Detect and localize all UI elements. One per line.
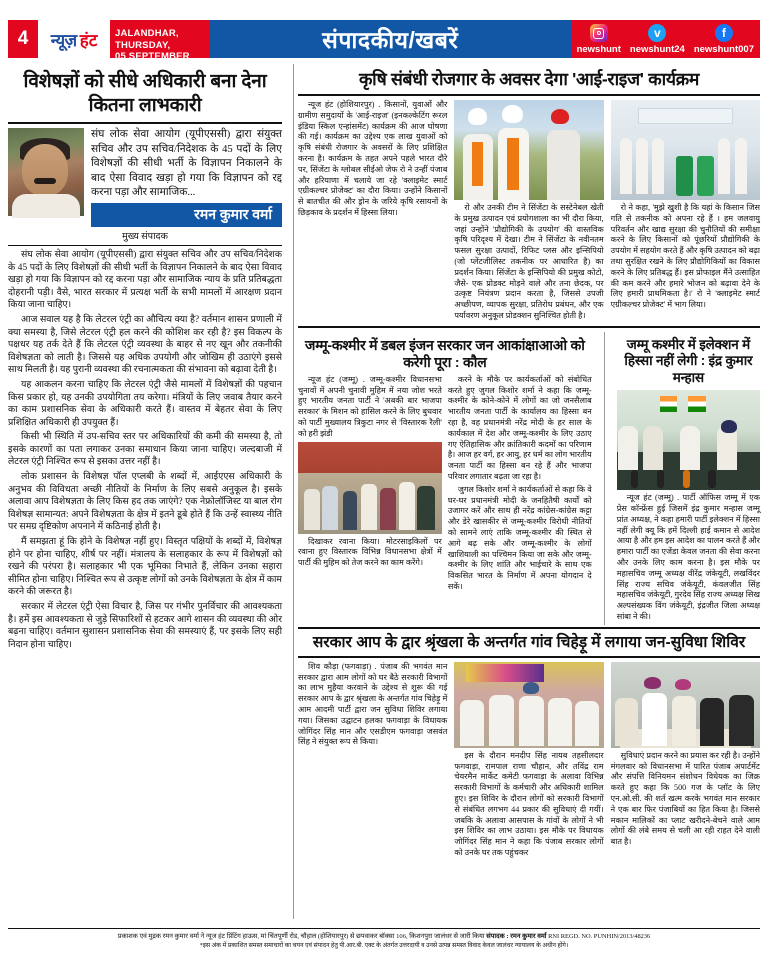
social-facebook[interactable]: [694, 24, 754, 55]
camp-registration-photo: [611, 662, 760, 748]
main-story-col-2: [454, 100, 603, 324]
editor-portrait: [8, 128, 84, 216]
editorial-column: [8, 64, 289, 919]
jk-govt-paragraph: न्यूज हंट (जम्मू) . जम्मू-कश्मीर विधानसभा चुनावों में अपनी चुनावी मुहिम में नया जोश भरते हुए भारतीय जनता पार्टी ने 'अबकी बार भाजपा सरकार' के मिशन को हासिल करने के लिए बुधवार को पार्टी मुख्यालय त्रिकुटा नगर से 'विस्तारक रैली' को हरी झंडी: [298, 374, 442, 438]
masthead: [8, 20, 760, 74]
social-instagram[interactable]: [577, 24, 621, 55]
page-footer: [8, 928, 760, 950]
editorial-author-name: रमन कुमार वर्मा: [194, 206, 272, 223]
editorial-paragraph: किसी भी स्थिति में उप-सचिव स्तर पर अधिकारियों की कमी की समस्या है, तो इसके कारणों का पता लगाकर उनका समाधान किया जाना चाहिए। जल्दबाजी में लेटरल एंट्री निश्चित रूप से इसका उत्तर नहीं है।: [8, 432, 282, 468]
main-story-col-3: [611, 100, 760, 324]
editorial-author-title: मुख्य संपादक: [122, 231, 168, 242]
column-divider: [604, 332, 605, 625]
main-story-col-1: [298, 100, 447, 324]
product-launch-photo: [611, 100, 760, 200]
camp-story-headline: सरकार आप के द्वार श्रृंखला के अन्तर्गत गांव चिहेड़ू में लगाया जन-सुविधा शिविर: [312, 633, 746, 651]
editorial-lead-block: [8, 128, 282, 201]
footer-imprint: [8, 932, 760, 941]
social-links: [571, 20, 760, 58]
bike-rally-photo: [298, 442, 442, 534]
camp-story-col-1: [298, 662, 447, 861]
editorial-paragraph: लोक प्रशासन के विशेषज्ञ पॉल एप्लबी के शब्दों में, आईएएस अधिकारी के अनुभव की विविधता अच्छी नीतियों के निर्माण के लिए सबसे अनुकूल है। इसके अलावा आप विशेषज्ञता के लिए किस हद तक जाएंगे? एक नेफ्रोलॉजिस्ट या बाल रोग विशेषज्ञ सामान्यत: अपने विशेषज्ञता के क्षेत्र में इतने डूबे होते हैं कि उन्हें स्वास्थ्य नीति पर समग्र दृष्टिकोण अपनाने में कठिनाई होती है।: [8, 472, 282, 533]
story-jk-govt: [298, 332, 592, 625]
main-story-headline: कृषि संबंधी रोजगार के अवसर देगा 'आई-राइज' कार्यक्रम: [358, 69, 700, 89]
camp-story-columns: [298, 662, 760, 861]
editorial-paragraph: आज सवाल यह है कि लेटरल एंट्री का औचित्य क्या है? वर्तमान शासन प्रणाली में क्या समस्या है, जिसे लेटरल एंट्री हल करने की कोशिश कर रही है? इस विकल्प के पक्षधर यह तर्क देते हैं कि लेटरल एंट्री व्यवस्था के बाहर से नए खून और तकनीकी विशेषज्ञता को लाती है। जिससे यह अधिक उपयोगी और जोखिम ही उठाएंगे इससे साथ मिलती है। यह पुरानी व्यवस्था की रचनात्मकता की संभावना को बढ़ावा देती है।: [8, 314, 282, 376]
instagram-icon: [590, 24, 608, 42]
page-body: [8, 64, 760, 919]
edition-city-day: JALANDHAR, THURSDAY,: [115, 28, 179, 51]
main-story-paragraph: रो और उनकी टीम ने सिंजेंटा के सस्टेनेबल खेती के प्रमुख उत्पादन एवं प्रयोगशाला का भी दौरा किया, जहां उन्होंने 'प्रौद्योगिकी के उपयोग' की वास्तविक कृषि परिदृश्य में देखा। टीम ने सिंजेंटा के नवीनतम फसल सुरक्षा उत्पादों, रिफिट प्लस और इन्सिपियो (जो प्लेंटजीलिस्ट तकनीक पर आधारित है) का प्रदर्शन किया। सिंजेंटा के इन्सिपियो की प्रमुख कोटो, जैसे- एक प्रोडक्ट मोड़ने वाले और तना छेदक, पर उत्कृष्ट नियंत्रण प्रदान करता है, जिससे उपजी अच्छीपण, व्यापक सुरक्षा, प्रतिरोध प्रबंधन, और एक पर्यावरण अनुकूल प्रोडक्शन सुनिश्चित होती है।: [454, 203, 604, 320]
editorial-paragraph: मैं समझता हूं कि होने के विशेषज्ञ नहीं हुए। विस्तृत पक्षियों के शब्दों में, विशेषज्ञ होने पर होना चाहिए, शीर्ष पर नहीं। मंत्रालय के सलाहकार के रूप में विशेषज्ञों को रखने की परंपरा है। सलाहकार भी एक भूमिका निभाते हैं, लेकिन उनका सहारा सीमित होना चाहिए। निश्चित रूप से उत्कृष्ट लोगों को उनके विशेषज्ञता के क्षेत्र में काम करने की जरूरत है।: [8, 537, 282, 598]
farm-handover-photo: [454, 100, 603, 200]
divider: [298, 326, 760, 328]
news-column: [298, 64, 760, 919]
editorial-headline: विशेषज्ञों को सीधे अधिकारी बना देना कितना लाभकारी: [23, 71, 267, 116]
divider: [8, 245, 282, 246]
divider: [8, 122, 282, 124]
editorial-paragraph: संघ लोक सेवा आयोग (यूपीएससी) द्वारा संयुक्त सचिव और उप सचिव/निदेशक के 45 पदों के लिए विशेषज्ञों की सीधी भर्ती के विज्ञापन निकालने के बाद ऐसा विवाद खड़ा हो गया कि विज्ञापन को रद्द करना पड़ा और सामाजिक न्याय के प्रति प्रतिबद्धता दोहरानी पड़ी। वैसे, भारत सरकार में प्रत्यक्ष भर्ती के सभी मामलों में आरक्षण प्रदान किया जाना चाहिए।: [8, 249, 282, 311]
footer-editor-label: संपादक :: [486, 933, 509, 940]
divider: [298, 94, 760, 96]
camp-story-col-2: [454, 662, 603, 861]
facebook-icon: f: [715, 24, 733, 42]
newspaper-logo: [38, 20, 110, 58]
footer-jurisdiction: *इस अंक में प्रकाशित समस्त समाचारों का चयन एवं संपादन हेतु पी.आर.बी. एक्ट के अंतर्गत उत्तरदायी व उनसे उत्पन्न समस्त विवाद केवल जालंधर न्यायालय के अधीन होंगे।: [199, 942, 569, 949]
footer-rni: RNI REGD. NO. PUNHIN/2013/48236: [548, 933, 651, 940]
camp-certificate-photo: [454, 662, 603, 748]
main-story-paragraph: रो ने कहा, 'मुझे खुशी है कि यहां के किसान जिस गति से तकनीक को अपना रहे हैं । हम जलवायु परिवर्तन और खाद्य सुरक्षा की चुनौतियों की समीक्षा करने के लिए किसानों को पूंछरियों प्रौद्योगिकी के उपयोग में सहयोग करते हैं और कृषि उत्पादन को बढ़ा तथा सुरक्षित रखने के लिए प्रौद्योगिकियों का विकास करने के लिए प्रतिबद्ध हैं। इस प्रोफाइल मैंने उत्साहित की कम करने और हमारे भोजन को बढ़ावा देने के लिए हमारी प्राथमिकता है।' रो ने 'क्लाइमेट स्मार्ट एग्रीकल्चर प्रोजेक्ट' में भाग लिया।: [610, 203, 760, 310]
social-twitter[interactable]: [630, 24, 685, 55]
editorial-paragraph: सरकार में लेटरल एंट्री ऐसा विचार है, जिस पर गंभीर पुनर्विचार की आवश्यकता है। हमें इस आवश्यकता से जुड़े सिफारिशों से हटकर आगे शासन की व्यवस्था की ओर बढ़ना चाहिए। वर्तमान सुशासन प्रशासनिक सेवा की समस्याएं हैं, पर इसके लिए सही निदान होना चाहिए।: [8, 602, 282, 650]
divider: [298, 656, 760, 658]
main-story-paragraph: न्यूज हंट (होशियारपुर) . किसानों, युवाओं और ग्रामीण समुदायों के 'आई-राइज' (इनकल्केटिंग रूरल इंडिया स्किल एन्हांसमेंट) कार्यक्रम की आज घोषणा की गई। कार्यक्रम का उद्देश्य एक लाख युवाओं को कृषि संबंधी रोजगार के अवसरों के लिए प्रशिक्षित करना है। कार्यक्रम के तहत अपने पहले भारत दौरे पर, सिंजेंटा के ग्लोबल सीईओ जेफ रो ने उन्हीं पंजाब और हरियाणा में चलाये जा रहे 'क्लाइमेट स्मार्ट एग्रीकल्चर प्रोजेक्ट' का दौरा किया। उन्होंने किसानों से बातचीत की और ड्रोन के जरिये कृषि रसायनों के छिड़काव के प्रदर्शन में हिस्सा लिया।: [298, 100, 448, 217]
main-story-columns: [298, 100, 760, 324]
logo-text-secondary: हंट: [79, 30, 98, 50]
camp-paragraph: सुविधाएं प्रदान करने का प्रयास कर रही है। उन्होंने मंगलवार को विधानसभा में पारित पंजाब अपार्टमेंट और संपत्ति विनियमन संशोधन विधेयक का जिक्र करते हुए कहा कि 500 गज के प्लॉट के लिए एन.ओ.सी. की शर्त खत्म करके भगवंत मान सरकार ने एक बार फिर पंजाबियों का हित किया है। जिससे मकान मालिकों का प्लाट खरीदने-बेचने वाले आम लोगों की लंबे समय से चली आ रही राहत देने वाली बात है।: [610, 750, 760, 847]
footer-imprint-text: प्रकाशक एवं मुद्रक रमन कुमार वर्मा ने न्यूज हंट प्रिंटिंग हाऊस, मां चिंतपूर्णी रोड, चौहाल (होशियारपुर) से छपवाकर बॉक्सा 106, किशनपुरा जालंधर से जारी किया: [117, 933, 487, 940]
editorial-lead-text: संघ लोक सेवा आयोग (यूपीएससी) द्वारा संयुक्त सचिव और उप सचिव/निदेशक के 45 पदों के लिए विशेषज्ञों की सीधी भर्ती के विज्ञापन निकालने के बाद ऐसा विवाद खड़ा हो गया कि विज्ञापन को रद्द करना पड़ा और सामाजिक...: [91, 129, 282, 199]
logo-text-primary: न्यूज़: [50, 30, 77, 50]
facebook-handle: newshunt007: [693, 44, 754, 55]
section-title: संपादकीय/खबरें: [210, 20, 571, 58]
press-conference-photo: [617, 390, 760, 490]
jk-election-headline: जम्मू कश्मीर में इलेक्शन में हिस्सा नहीं लेगी : इंद्र कुमार मन्हास: [624, 336, 753, 385]
twitter-icon: ᴠ: [648, 24, 666, 42]
jk-govt-paragraph: जुगल किशोर शर्मा ने कार्यकर्ताओं से कहा कि वे घर-घर प्रधानमंत्री मोदी के जनहितैषी कार्यों को उजागर करें और साथ ही नरेंद्र कांग्रेस-कांग्रेस कट्टा और डेरे खासकीर से जम्मू-कश्मीर विरोधी नीतियों को सामने लाएं ताकि जम्मू-कश्मीर की स्थित से आगे बढ़ सके और जम्मू-कश्मीर के लोगों खाशियाली का पश्चिमन किया जा सके और जम्मू-कश्मीर के लिए शांति और भाईचारे के साथ एक विकसित भारत के निर्माण में अपना योगदान दे सकें।: [447, 484, 592, 591]
jk-govt-paragraph: करने के मौके पर कार्यकर्ताओं को संबोधित करते हुए जुगल किशोर शर्मा ने कहा कि जम्मू-कश्मीर के कोने-कोने में लोगों का जो जनसैलाब भारतीय जनता पार्टी के कार्यालय का हिस्सा बन रहा है, वह प्रधानमंत्री नरेंद्र मोदी के हर साल के कार्यकाल में देश और जम्मू-कश्मीर के लिए उठाए गए ऐतिहासिक और क्रांतिकारी कदमों का परिणाम है। आज हर वर्ग, हर आयु, हर धर्म का लोग भारतीय जनता पार्टी का हिस्सा बन रहे हैं और भाजपा परिवार लगातार बढ़ता जा रहा है।: [447, 374, 592, 481]
newspaper-page: [0, 20, 768, 960]
footer-editor-name: रमन कुमार वर्मा: [510, 933, 547, 940]
edition-dateline: [110, 20, 210, 74]
camp-paragraph: इस के दौरान मनदीप सिंह नायब तहसीलदार फगवाड़ा, रामपाल राणा चौहान, और तविंद्र राम चेयरमैन मार्केट कमेटी फगवाड़ा के अलावा विभिन्न सरकारी विभागों के कर्मचारी और अधिकारी शामिल हुए। इस शिविर के दौरान लोगों को सरकारी विभागों से संबंधित लगभग 44 प्रकार की सुविधाएं दी गयीं। जबकि के अलावा आसपास के गांवों के लोगों ने भी इस शिविर का लाभ उठाया। इस मौके पर विधायक जोगिंदर सिंह मान ने कहा कि पंजाब सरकार लोगों को उनके घर तक पहुंचकर: [454, 750, 604, 857]
editorial-body: [8, 249, 282, 651]
divider: [298, 627, 760, 629]
twitter-handle: newshunt24: [629, 44, 685, 55]
jk-govt-photo-caption: दिखाकर रवाना किया। मोटरसाइकिलों पर रवाना हुए विस्तारक विभिन्न विधानसभा क्षेत्रों में पार्टी की मुहिम को तेज करने का काम करेंगे।: [298, 536, 442, 568]
page-number: 4: [8, 20, 38, 58]
instagram-handle: newshunt: [576, 44, 621, 55]
mid-stories: [298, 332, 760, 625]
jk-election-paragraph: न्यूज हंट (जम्मू) . पार्टी ऑफिस जम्मू में एक प्रेस कॉन्फ्रेंस हुई जिसमें इंद्र कुमार मन्हास जम्मू प्रांत अध्यक्ष, ने कहा हमारी पार्टी इलेक्शन में हिस्सा नहीं लेगी क्यू कि हमें दिल्ली हाई कमान से आदेश आया है और हम इस आदेश का पालन करते हैं और हमारा पार्टी का एजेंडा केवल जनता की सेवा करना और उनके लिए काम करना है। इस मौके पर महासचिव जम्मू अध्यक्ष वीरेंद्र जंकेयूटी, लखविंदर सिंह राज्य सचिव जंकेयूटी, कंवलजीत सिंह महासचिव जंकेयूटी, गुरदेव सिंह राज्य अध्यक्ष सिख अल्पसंख्यक विंग जंकेयूटी, इंद्रजीत जिला अध्यक्ष सांबा ने की।: [616, 493, 760, 622]
story-jk-election: [617, 332, 760, 625]
editorial-author-bar: [91, 203, 282, 227]
jk-govt-headline: जम्मू-कश्मीर में डबल इंजन सरकार जन आकांक्षाआओ को करेगी पूरा : कौल: [305, 336, 585, 370]
column-divider: [293, 64, 294, 919]
editorial-paragraph: यह आकलन करना चाहिए कि लेटरल एंट्री जैसे मामलों में विशेषज्ञों की पहचान किस प्रकार हो, यह उनकी उपयोगिता तय करेगा। मंत्रियों के लिए जवाब तैयार करने का काम प्रशासनिक सेवा के अधिकारी करते हैं। वास्तव में बेहतर सेवा के लिए प्रशिक्षित अधिकारी ही उपयुक्त हैं।: [8, 379, 282, 428]
edition-date: 05 SEPTEMBER 2024: [115, 51, 190, 74]
camp-paragraph: शिव कौड़ा (फगवाड़ा) . पंजाब की भगवंत मान सरकार द्वारा आम लोगों को घर बैठे सरकारी विभागों का लाभ मुहैया करवाने के उद्देश्य से शुरू की गई सरकार आप के द्वार श्रृंखला के अन्तर्गत गांव चिहेड़ू में आम आदमी पार्टी द्वारा जन सुविधा शिविर लगाया गया। जिसका उद्घाटन हलका फगवाड़ा के विधायक जोगिंदर सिंह मान और एसडीएम फगवाड़ा जसवंत सिंह ने संयुक्त रूप से किया।: [298, 661, 448, 747]
camp-story-col-3: [611, 662, 760, 861]
